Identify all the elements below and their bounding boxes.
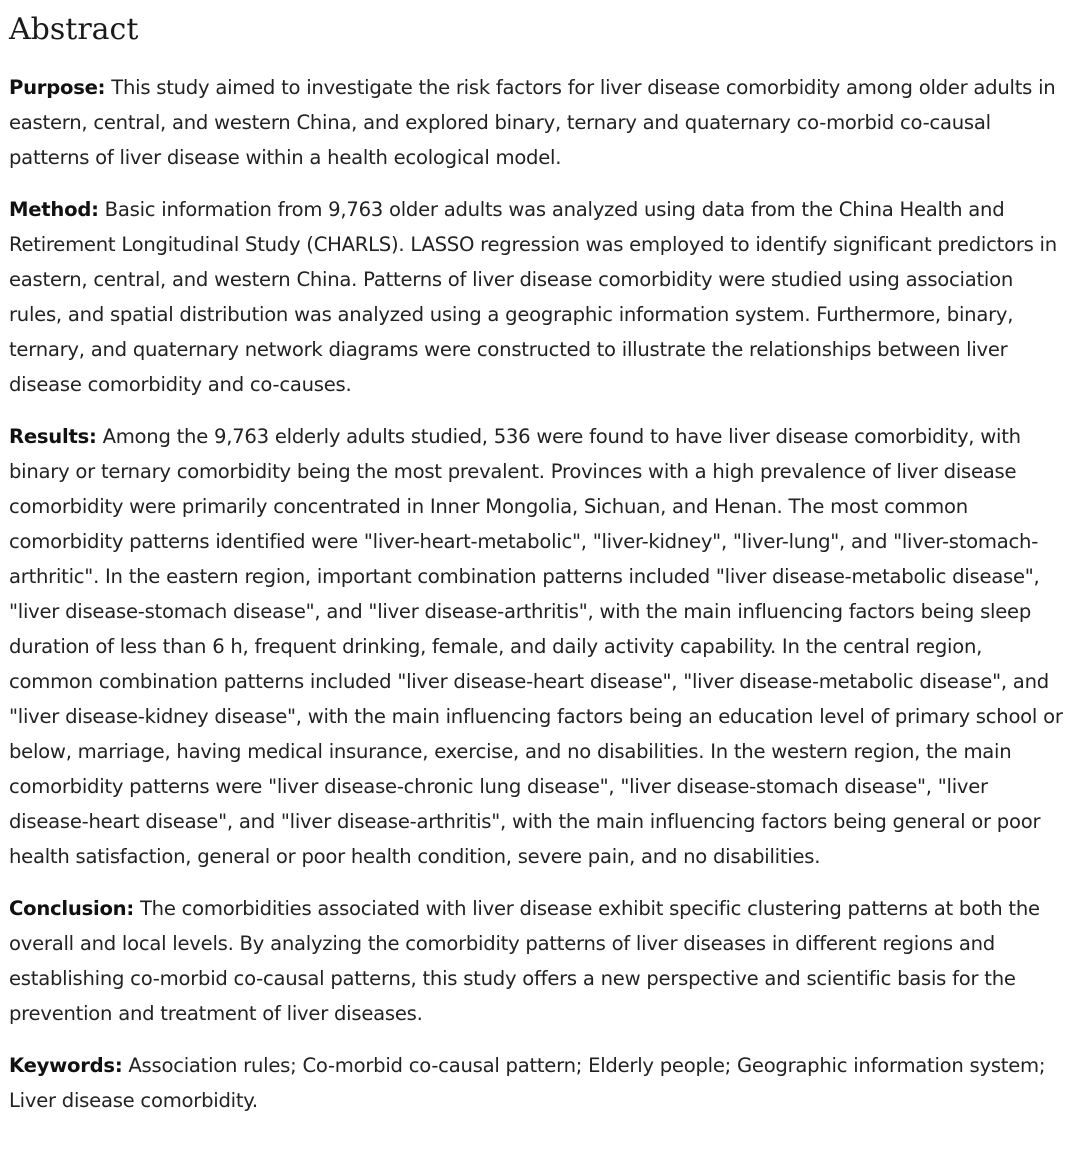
conclusion-paragraph [9, 891, 1070, 1031]
results-label: Results: [9, 425, 97, 448]
conclusion-text: The comorbidities associated with liver disease exhibit specific clustering patterns at both the overall and local levels. By analyzing the comorbidity patterns of liver diseases in different regions and establishing co-morbid co-causal patterns, this study offers a new perspective and scientific basis for the prevention and treatment of liver diseases. [9, 897, 1040, 1025]
results-paragraph [9, 419, 1070, 874]
results-text: Among the 9,763 elderly adults studied, 536 were found to have liver disease comorbidity, with binary or ternary comorbidity being the most prevalent. Provinces with a high prevalence of liver disease comorbidity were primarily concentrated in Inner Mongolia, Sichuan, and Henan. The most common comorbidity patterns identified were "liver-heart-metabolic", "liver-kidney", "liver-lung", and "liver-stomach-arthritic". In the eastern region, important combination patterns included "liver disease-metabolic disease", "liver disease-stomach disease", and "liver disease-arthritis", with the main influencing factors being sleep duration of less than 6 h, frequent drinking, female, and daily activity capability. In the central region, common combination patterns included "liver disease-heart disease", "liver disease-metabolic disease", and "liver disease-kidney disease", with the main influencing factors being an education level of primary school or below, marriage, having medical insurance, exercise, and no disabilities. In the western region, the main comorbidity patterns were "liver disease-chronic lung disease", "liver disease-stomach disease", "liver disease-heart disease", and "liver disease-arthritis", with the main influencing factors being general or poor health satisfaction, general or poor health condition, severe pain, and no disabilities. [9, 425, 1063, 868]
purpose-label: Purpose: [9, 76, 106, 99]
method-paragraph [9, 192, 1070, 402]
keywords-label: Keywords: [9, 1054, 123, 1077]
method-text: Basic information from 9,763 older adults was analyzed using data from the China Health and Retirement Longitudinal Study (CHARLS). LASSO regression was employed to identify significant predictors in eastern, central, and western China. Patterns of liver disease comorbidity were studied using association rules, and spatial distribution was analyzed using a geographic information system. Furthermore, binary, ternary, and quaternary network diagrams were constructed to illustrate the relationships between liver disease comorbidity and co-causes. [9, 198, 1057, 396]
method-label: Method: [9, 198, 99, 221]
keywords-paragraph [9, 1048, 1070, 1118]
purpose-text: This study aimed to investigate the risk factors for liver disease comorbidity among older adults in eastern, central, and western China, and explored binary, ternary and quaternary co-morbid co-causal patterns of liver disease within a health ecological model. [9, 76, 1056, 169]
keywords-text: Association rules; Co-morbid co-causal pattern; Elderly people; Geographic information system; Liver disease comorbidity. [9, 1054, 1046, 1112]
purpose-paragraph [9, 70, 1070, 175]
abstract-heading: Abstract [9, 12, 139, 47]
conclusion-label: Conclusion: [9, 897, 134, 920]
